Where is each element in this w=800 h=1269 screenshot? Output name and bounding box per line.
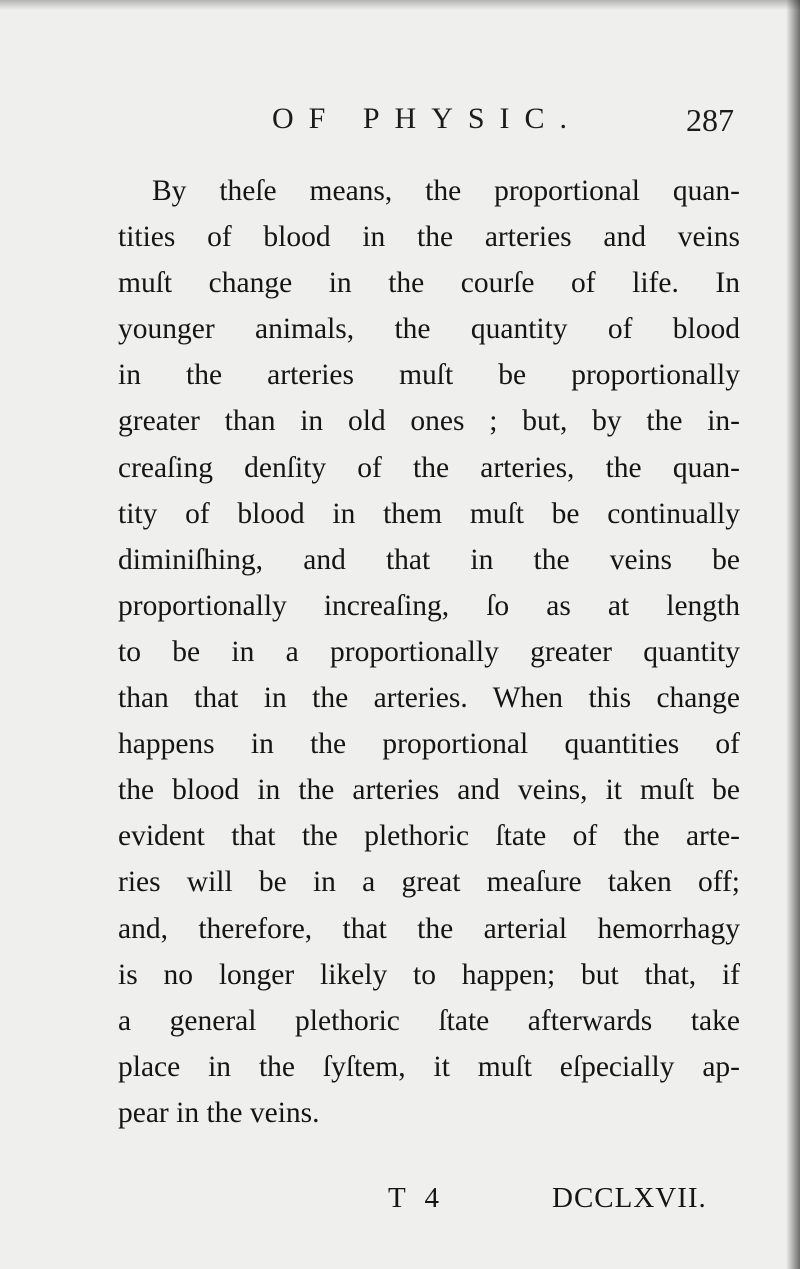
running-title: OF PHYSIC. <box>272 102 583 135</box>
text-line: than that in the arteries. When this change <box>118 682 740 715</box>
text-line: evident that the plethoric ſtate of the arte- <box>118 820 740 853</box>
text-line: a general plethoric ſtate afterwards take <box>118 1004 740 1037</box>
text-line: By theſe means, the proportional quan- <box>152 175 740 207</box>
text-line: greater than in old ones ; but, by the in- <box>118 405 740 438</box>
signature-mark: T 4 <box>388 1182 445 1214</box>
text-line: in the arteries muſt be proportionally <box>118 359 740 392</box>
text-line: proportionally increaſing, ſo as at length <box>118 589 740 622</box>
text-line: creaſing denſity of the arteries, the quan- <box>118 451 740 484</box>
page-edge-shadow <box>786 0 800 1269</box>
page-top-shadow <box>0 0 800 10</box>
page-header <box>0 100 800 144</box>
text-line: tity of blood in them muſt be continually <box>118 497 740 530</box>
text-line: pear in the veins. <box>118 1096 320 1129</box>
text-line: ries will be in a great meaſure taken off; <box>118 866 740 899</box>
text-line: the blood in the arteries and veins, it muſt be <box>118 774 740 807</box>
text-line: and, therefore, that the arterial hemorrhagy <box>118 912 740 945</box>
page-footer <box>0 1182 800 1222</box>
text-line: is no longer likely to happen; but that, if <box>118 958 740 991</box>
page-number: 287 <box>686 102 734 138</box>
text-line: to be in a proportionally greater quantity <box>118 635 740 668</box>
text-line: tities of blood in the arteries and veins <box>118 221 740 254</box>
catchword: DCCLXVII. <box>552 1182 707 1214</box>
body-paragraph <box>118 168 740 1136</box>
text-line: happens in the proportional quantities of <box>118 728 740 761</box>
text-line: younger animals, the quantity of blood <box>118 313 740 346</box>
text-line: place in the ſyſtem, it muſt eſpecially ap- <box>118 1050 740 1083</box>
text-line: muſt change in the courſe of life. In <box>118 267 740 300</box>
text-line: diminiſhing, and that in the veins be <box>118 543 740 576</box>
